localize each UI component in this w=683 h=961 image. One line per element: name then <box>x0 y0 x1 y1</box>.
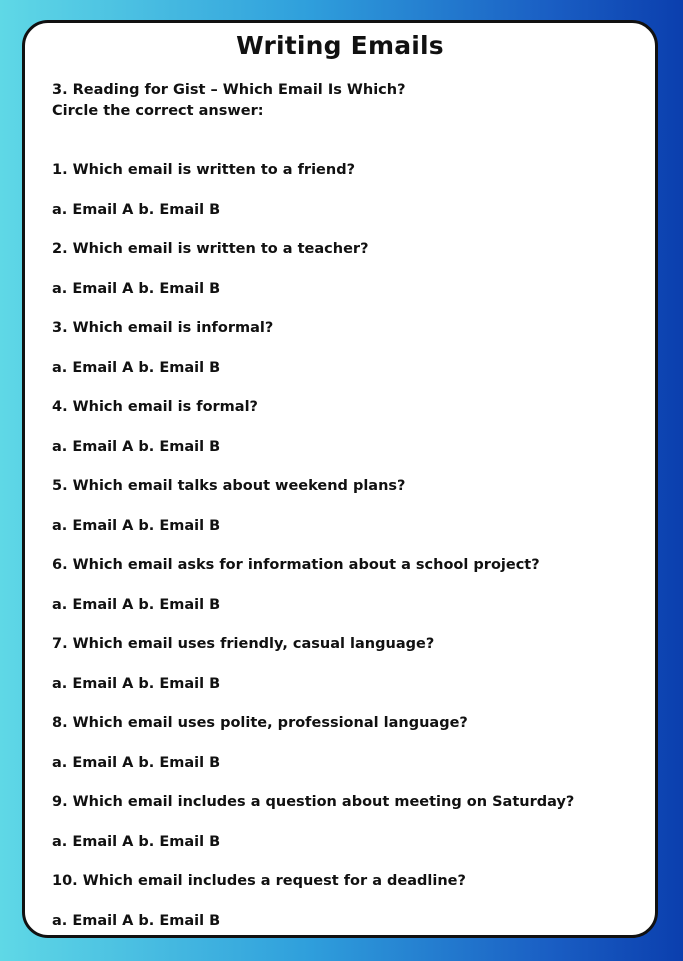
question-3: 3. Which email is informal? <box>52 320 274 336</box>
instruction-text: Circle the correct answer: <box>52 103 264 119</box>
section-heading: 3. Reading for Gist – Which Email Is Which? <box>52 82 406 98</box>
answer-options-5: a. Email A b. Email B <box>52 518 221 534</box>
answer-options-2: a. Email A b. Email B <box>52 281 221 297</box>
question-7: 7. Which email uses friendly, casual language? <box>52 636 435 652</box>
question-6: 6. Which email asks for information about a school project? <box>52 557 540 573</box>
question-2: 2. Which email is written to a teacher? <box>52 241 369 257</box>
question-10: 10. Which email includes a request for a deadline? <box>52 873 466 889</box>
question-5: 5. Which email talks about weekend plans? <box>52 478 406 494</box>
question-1: 1. Which email is written to a friend? <box>52 162 355 178</box>
answer-options-8: a. Email A b. Email B <box>52 755 221 771</box>
answer-options-7: a. Email A b. Email B <box>52 676 221 692</box>
question-8: 8. Which email uses polite, professional language? <box>52 715 468 731</box>
answer-options-3: a. Email A b. Email B <box>52 360 221 376</box>
answer-options-4: a. Email A b. Email B <box>52 439 221 455</box>
answer-options-6: a. Email A b. Email B <box>52 597 221 613</box>
answer-options-1: a. Email A b. Email B <box>52 202 221 218</box>
worksheet-card <box>22 20 658 938</box>
question-9: 9. Which email includes a question about meeting on Saturday? <box>52 794 575 810</box>
instructions-block <box>52 80 406 122</box>
question-4: 4. Which email is formal? <box>52 399 258 415</box>
answer-options-10: a. Email A b. Email B <box>52 913 221 929</box>
answer-options-9: a. Email A b. Email B <box>52 834 221 850</box>
worksheet-title: Writing Emails <box>236 31 444 60</box>
